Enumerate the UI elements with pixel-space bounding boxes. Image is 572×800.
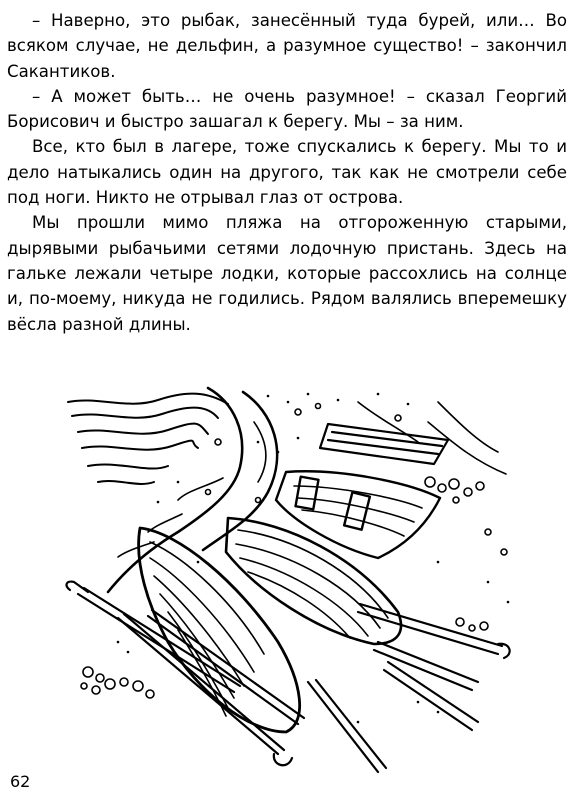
boats-on-pebble-shore-icon [58,382,520,774]
body-text [7,8,567,337]
water-waves [68,388,277,592]
oars [67,582,510,772]
sand-dots [117,393,510,724]
small-boat-top [320,424,448,464]
boat-with-seats [276,471,440,558]
paragraph-4: Мы прошли мимо пляжа на отгороженную старыми, дырявыми рыбачьими сетями лодочную пристань. Здесь на гальке лежали четыре лодки, которые рассохлись на солнце и, по-моему, никуда не годились. Рядом валялись вперемешку вёсла разной длины. [7,213,567,334]
boats-illustration [58,382,520,774]
overturned-boat-center [226,518,401,644]
paragraph-1: – Наверно, это рыбак, занесённый туда бурей, или… Во всяком случае, не дельфин, а разумное существо! – закончил Сакантиков. [7,11,567,81]
paragraph-2: – А может быть… не очень разумное! – сказал Георгий Борисович и быстро зашагал к берегу. Мы – за ним. [7,86,567,132]
paragraph-3: Все, кто был в лагере, тоже спускались к берегу. Мы то и дело натыкались один на другого, так как не смотрели себе под ноги. Никто не отрывал глаз от острова. [7,137,567,208]
page-number: 62 [10,772,31,791]
overturned-boat-left [139,528,300,732]
